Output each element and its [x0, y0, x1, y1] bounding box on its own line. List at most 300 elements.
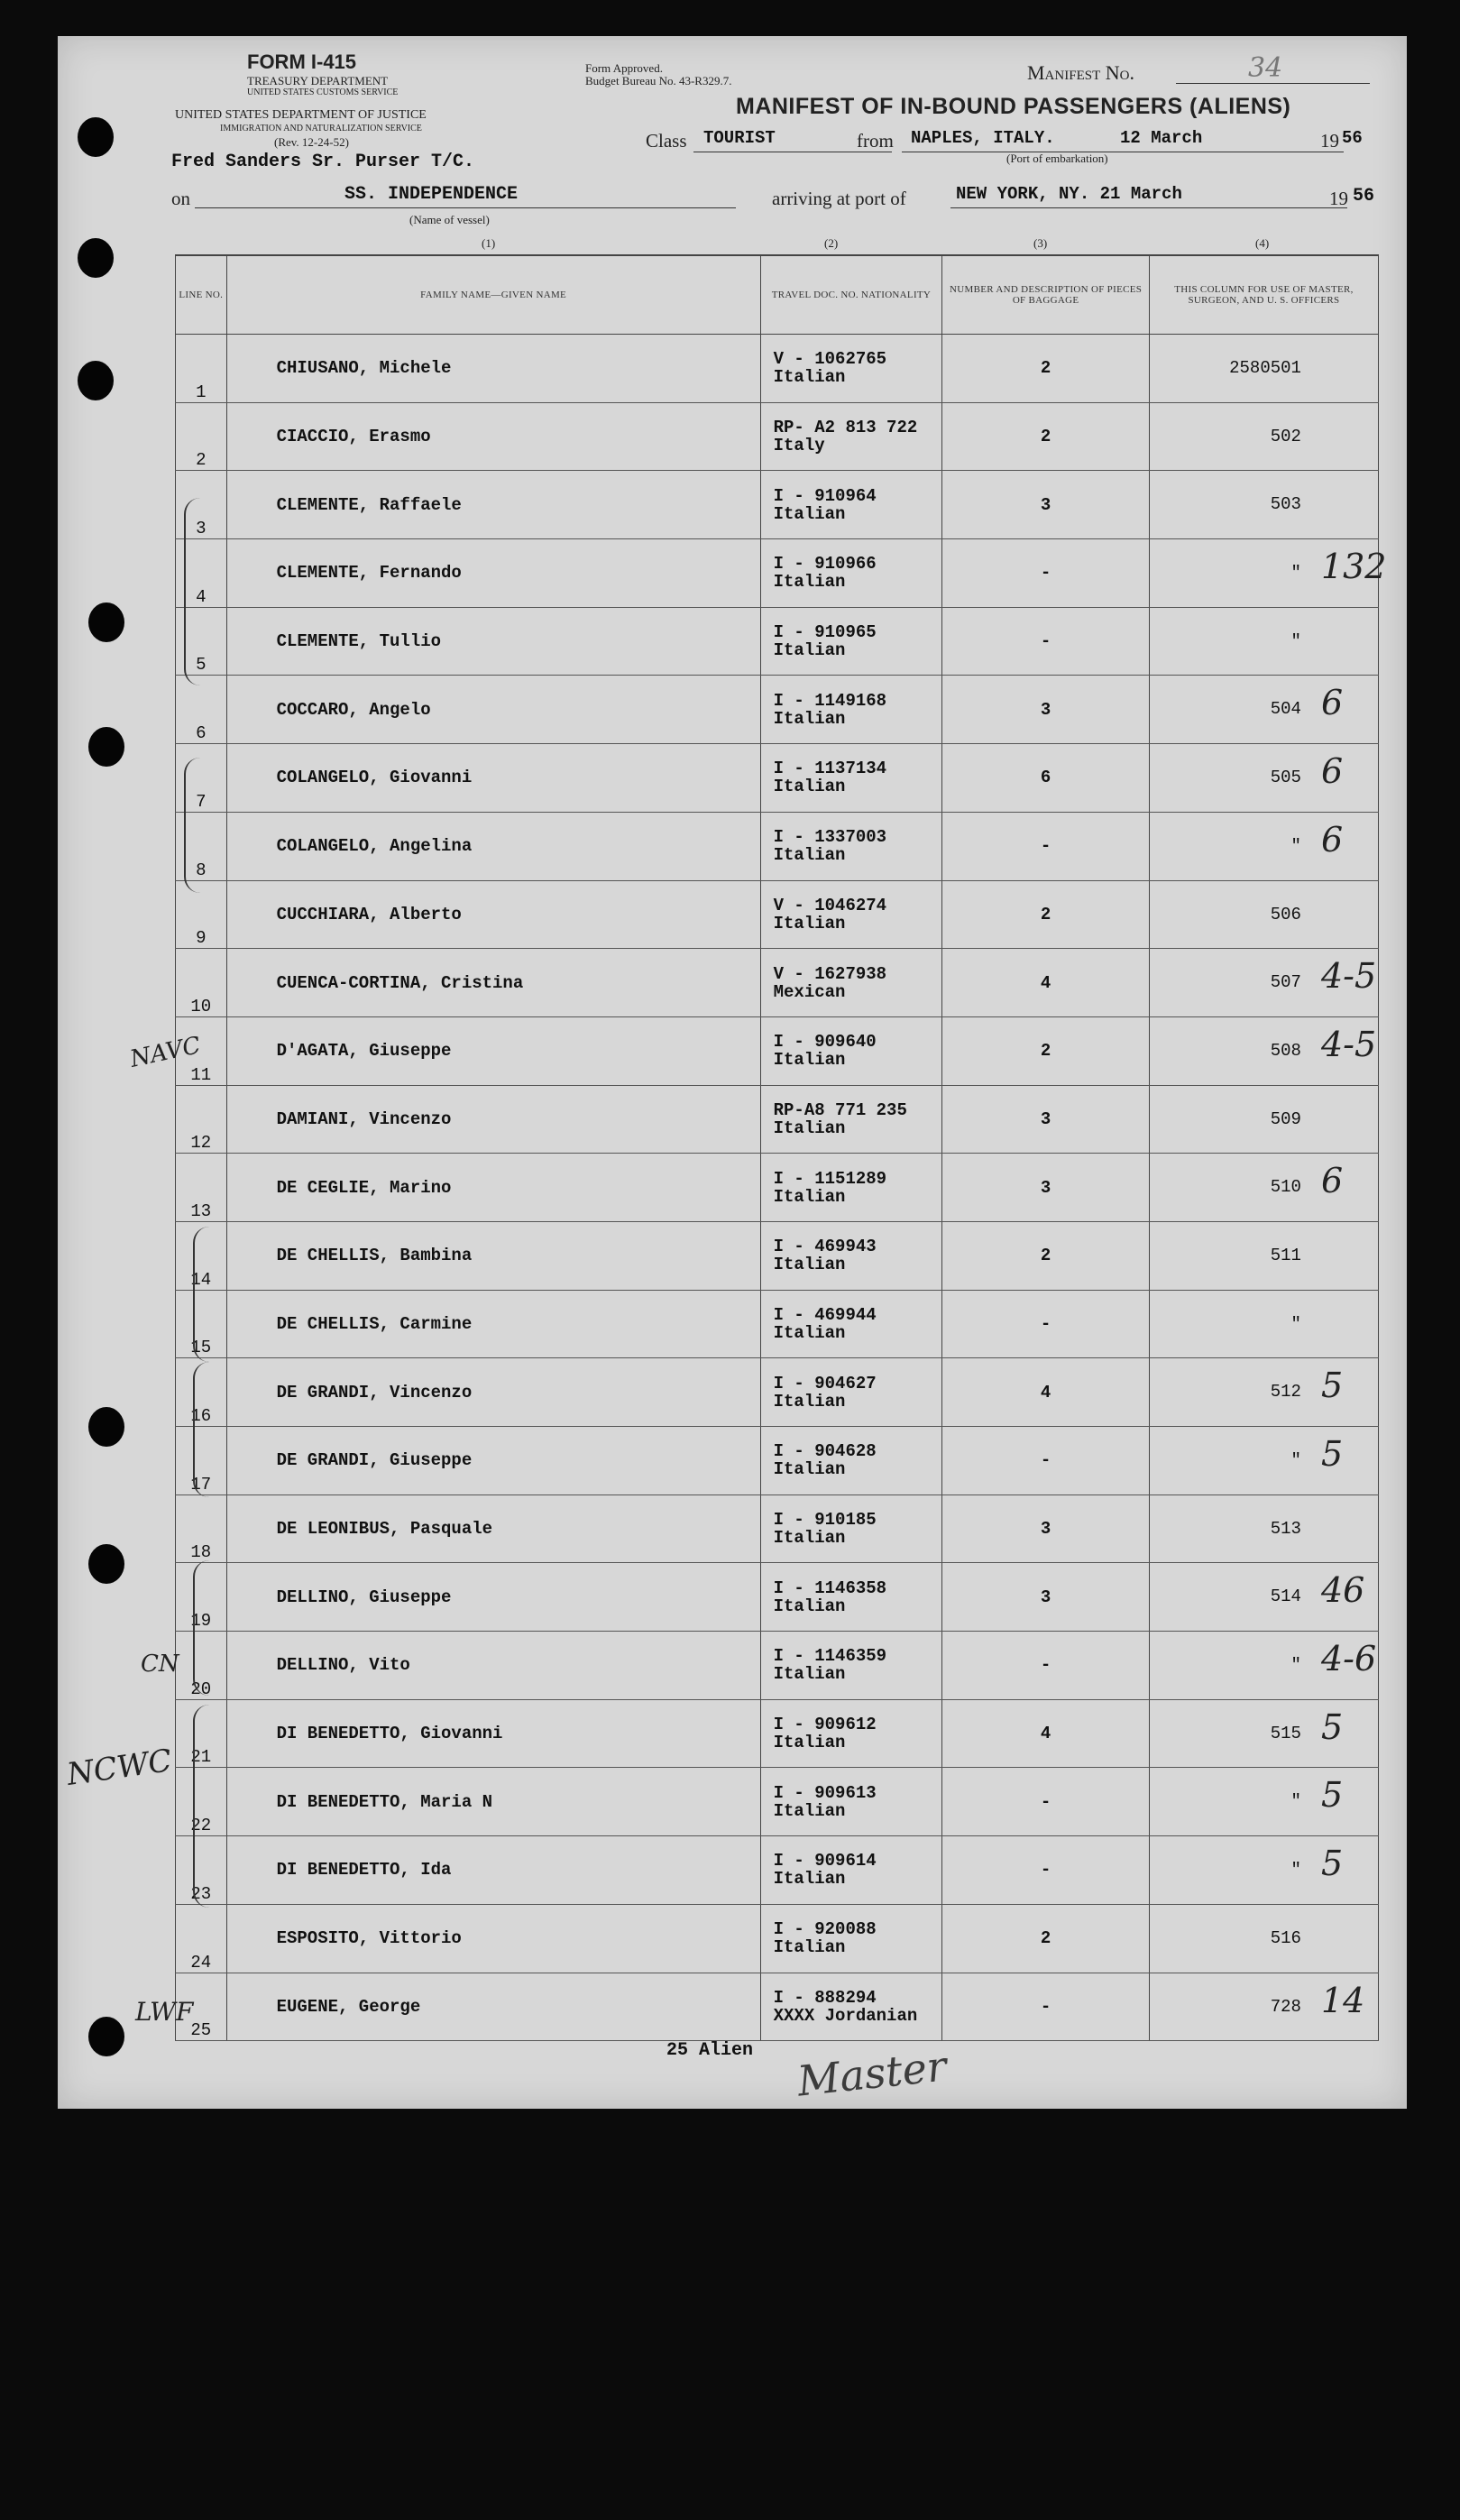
budget-bureau: Budget Bureau No. 43-R329.7.	[585, 74, 732, 87]
passenger-name: DE GRANDI, Vincenzo	[226, 1358, 760, 1427]
passenger-name: CIACCIO, Erasmo	[226, 402, 760, 471]
baggage-count: -	[942, 1836, 1150, 1905]
nationality: Italian	[773, 777, 846, 797]
passenger-name: COLANGELO, Angelina	[226, 812, 760, 880]
col-baggage-header: NUMBER AND DESCRIPTION OF PIECES OF BAGGAGE	[942, 255, 1150, 335]
passenger-name: DAMIANI, Vincenzo	[226, 1085, 760, 1154]
line-number: 8	[176, 812, 227, 880]
official-use-cell	[1149, 607, 1378, 676]
travel-doc-number: I - 888294	[773, 1987, 877, 2008]
baggage-count: 4	[942, 949, 1150, 1017]
baggage-count: -	[942, 812, 1150, 880]
baggage-count: 3	[942, 1563, 1150, 1632]
baggage-count: 4	[942, 1358, 1150, 1427]
official-use-cell	[1149, 744, 1378, 813]
travel-doc-number: I - 920088	[773, 1919, 877, 1940]
travel-doc-number: V - 1062765	[773, 349, 887, 370]
official-use-value: 512	[1270, 1382, 1301, 1403]
official-use-value: 505	[1270, 768, 1301, 788]
official-use-value: 503	[1270, 494, 1301, 515]
punch-hole-5	[88, 727, 124, 767]
nationality: Italian	[773, 913, 846, 934]
line-number: 13	[176, 1154, 227, 1222]
punch-hole-6	[88, 1407, 124, 1447]
table-row	[176, 744, 1379, 813]
official-use-cell	[1149, 880, 1378, 949]
travel-doc-cell	[760, 539, 942, 608]
travel-doc-cell	[760, 1221, 942, 1290]
bracket-dellino	[193, 1560, 209, 1696]
table-row	[176, 1427, 1379, 1495]
line-number: 14	[176, 1221, 227, 1290]
travel-doc-number: I - 1151289	[773, 1168, 887, 1189]
official-use-value: 514	[1270, 1586, 1301, 1607]
official-use-cell	[1149, 402, 1378, 471]
official-use-cell	[1149, 1973, 1378, 2041]
travel-doc-cell	[760, 1358, 942, 1427]
nationality: Italian	[773, 1528, 846, 1549]
table-row	[176, 1495, 1379, 1563]
table-row	[176, 1016, 1379, 1085]
handwritten-mark: 132	[1320, 547, 1387, 587]
passenger-name: CLEMENTE, Tullio	[226, 607, 760, 676]
punch-hole-3	[78, 361, 114, 400]
official-use-cell	[1149, 1427, 1378, 1495]
table-row	[176, 1904, 1379, 1973]
baggage-count: 2	[942, 335, 1150, 403]
handwritten-mark: 6	[1320, 683, 1344, 723]
line-number: 11	[176, 1016, 227, 1085]
revision-date: (Rev. 12-24-52)	[274, 135, 349, 149]
official-use-value: 2580501	[1229, 358, 1301, 378]
form-number: FORM I-415	[247, 51, 357, 73]
handwritten-mark: 4-5	[1320, 1024, 1377, 1064]
treasury-dept: TREASURY DEPARTMENT	[247, 74, 389, 87]
arrival-port: NEW YORK, NY. 21 March	[956, 184, 1182, 204]
line-number: 22	[176, 1768, 227, 1836]
line-number: 5	[176, 607, 227, 676]
alien-total: 25 Alien	[666, 2040, 754, 2061]
col-num-1: (1)	[482, 236, 496, 250]
travel-doc-number: I - 469944	[773, 1304, 877, 1325]
line-number: 2	[176, 402, 227, 471]
bracket-dibenedetto	[193, 1705, 209, 1908]
official-use-value: 507	[1270, 972, 1301, 993]
margin-note-line-21: NCWC	[64, 1743, 174, 1793]
table-row	[176, 1563, 1379, 1632]
table-row	[176, 1768, 1379, 1836]
passenger-table	[175, 254, 1387, 2041]
baggage-count: 3	[942, 1154, 1150, 1222]
table-row	[176, 607, 1379, 676]
baggage-count: 2	[942, 880, 1150, 949]
nationality: Italian	[773, 845, 846, 866]
table-row	[176, 676, 1379, 744]
nationality: Italian	[773, 1869, 846, 1890]
on-label: on	[171, 188, 190, 209]
baggage-count: -	[942, 1290, 1150, 1358]
travel-doc-number: I - 469943	[773, 1237, 877, 1257]
travel-doc-cell	[760, 1427, 942, 1495]
official-use-value: "	[1290, 835, 1301, 856]
master-signature: Master	[794, 2041, 950, 2106]
official-use-cell	[1149, 1016, 1378, 1085]
line-number: 21	[176, 1699, 227, 1768]
handwritten-mark: 6	[1320, 819, 1344, 860]
travel-doc-cell	[760, 1016, 942, 1085]
passenger-name: DELLINO, Giuseppe	[226, 1563, 760, 1632]
manifest-page	[58, 36, 1407, 2109]
baggage-count: 2	[942, 402, 1150, 471]
baggage-count: 2	[942, 1904, 1150, 1973]
travel-doc-cell	[760, 471, 942, 539]
travel-doc-number: I - 910965	[773, 622, 877, 643]
nationality: Italian	[773, 1050, 846, 1071]
table-row	[176, 949, 1379, 1017]
col-line-header: LINE NO.	[176, 255, 227, 335]
official-use-cell	[1149, 1632, 1378, 1700]
travel-doc-number: I - 909614	[773, 1851, 877, 1872]
baggage-count: 6	[942, 744, 1150, 813]
travel-doc-number: I - 910964	[773, 485, 877, 506]
table-row	[176, 1221, 1379, 1290]
table-row	[176, 335, 1379, 403]
official-use-value: 516	[1270, 1927, 1301, 1948]
nationality: Italian	[773, 1733, 846, 1753]
travel-doc-cell	[760, 676, 942, 744]
official-use-cell	[1149, 949, 1378, 1017]
handwritten-mark: 46	[1320, 1570, 1365, 1611]
nationality: Italian	[773, 1322, 846, 1343]
official-use-value: 502	[1270, 426, 1301, 446]
travel-doc-number: V - 1046274	[773, 895, 887, 915]
official-use-value: "	[1290, 563, 1301, 584]
travel-doc-cell	[760, 744, 942, 813]
travel-doc-cell	[760, 1563, 942, 1632]
passenger-name: DI BENEDETTO, Maria N	[226, 1768, 760, 1836]
line-number: 16	[176, 1358, 227, 1427]
passenger-name: CUCCHIARA, Alberto	[226, 880, 760, 949]
table-body	[176, 335, 1387, 2041]
bracket-colangelo	[184, 758, 200, 893]
handwritten-mark: 6	[1320, 1161, 1344, 1201]
year-prefix-2: 19	[1329, 188, 1348, 209]
baggage-count: 2	[942, 1221, 1150, 1290]
baggage-count: 3	[942, 471, 1150, 539]
passenger-name: ESPOSITO, Vittorio	[226, 1904, 760, 1973]
line-number: 24	[176, 1904, 227, 1973]
handwritten-mark: 5	[1320, 1706, 1344, 1747]
official-use-value: "	[1290, 1860, 1301, 1881]
year-prefix-1: 19	[1320, 130, 1339, 152]
nationality: Italian	[773, 1459, 846, 1480]
nationality: Italian	[773, 1596, 846, 1616]
official-use-cell	[1149, 1699, 1378, 1768]
table-header-row	[176, 255, 1379, 335]
official-use-value: 504	[1270, 699, 1301, 720]
line-number: 1	[176, 335, 227, 403]
handwritten-mark: 6	[1320, 751, 1344, 792]
bracket-dechellis	[193, 1227, 209, 1362]
official-use-value: 506	[1270, 904, 1301, 924]
port-embarkation-caption: (Port of embarkation)	[1006, 152, 1108, 165]
nationality: Italian	[773, 1800, 846, 1821]
bracket-clemente	[184, 498, 200, 685]
passenger-name: DE LEONIBUS, Pasquale	[226, 1495, 760, 1563]
travel-doc-cell	[760, 812, 942, 880]
passenger-name: CHIUSANO, Michele	[226, 335, 760, 403]
passenger-name: DI BENEDETTO, Giovanni	[226, 1699, 760, 1768]
nationality: Mexican	[773, 981, 846, 1002]
travel-doc-cell	[760, 949, 942, 1017]
official-use-cell	[1149, 1904, 1378, 1973]
bracket-degrandi	[193, 1362, 209, 1497]
travel-doc-cell	[760, 1154, 942, 1222]
from-label: from	[857, 130, 894, 152]
customs-service: UNITED STATES CUSTOMS SERVICE	[247, 87, 399, 97]
nationality: Italy	[773, 436, 825, 456]
travel-doc-number: I - 1146358	[773, 1577, 887, 1598]
nationality: XXXX Jordanian	[773, 2005, 918, 2026]
line-number: 23	[176, 1836, 227, 1905]
arriving-label: arriving at port of	[772, 188, 906, 209]
margin-note-line-19: CN	[141, 1651, 179, 1678]
handwritten-mark: 4-6	[1320, 1639, 1377, 1679]
official-use-cell	[1149, 1836, 1378, 1905]
table-row	[176, 539, 1379, 608]
handwritten-mark: 14	[1320, 1980, 1365, 2020]
official-use-value: "	[1290, 1655, 1301, 1676]
passenger-name: DE CHELLIS, Carmine	[226, 1290, 760, 1358]
official-use-value: 728	[1270, 1996, 1301, 2017]
nationality: Italian	[773, 367, 846, 388]
line-number: 15	[176, 1290, 227, 1358]
line-number: 19	[176, 1563, 227, 1632]
ins-service: IMMIGRATION AND NATURALIZATION SERVICE	[220, 124, 422, 133]
official-use-cell	[1149, 1768, 1378, 1836]
passenger-name: DELLINO, Vito	[226, 1632, 760, 1700]
official-use-cell	[1149, 1495, 1378, 1563]
baggage-count: 3	[942, 1085, 1150, 1154]
official-use-cell	[1149, 539, 1387, 608]
official-use-cell	[1149, 1221, 1378, 1290]
baggage-count: -	[942, 539, 1150, 608]
travel-doc-number: I - 1137134	[773, 759, 887, 779]
official-use-value: "	[1290, 1313, 1301, 1334]
travel-doc-number: I - 1146359	[773, 1646, 887, 1667]
margin-note-line-11: NAVC	[127, 1032, 204, 1073]
passenger-name: CLEMENTE, Fernando	[226, 539, 760, 608]
line-number: 3	[176, 471, 227, 539]
passenger-name: COCCARO, Angelo	[226, 676, 760, 744]
passenger-name: EUGENE, George	[226, 1973, 760, 2041]
table-row	[176, 1836, 1379, 1905]
handwritten-mark: 5	[1320, 1844, 1344, 1884]
passenger-name: CUENCA-CORTINA, Cristina	[226, 949, 760, 1017]
nationality: Italian	[773, 572, 846, 593]
vessel-name: SS. INDEPENDENCE	[344, 184, 519, 205]
table-row	[176, 812, 1379, 880]
class-value: TOURIST	[703, 128, 776, 148]
passenger-name: DE CEGLIE, Marino	[226, 1154, 760, 1222]
official-use-value: 508	[1270, 1040, 1301, 1061]
travel-doc-cell	[760, 1085, 942, 1154]
punch-hole-4	[88, 602, 124, 642]
table-row	[176, 471, 1379, 539]
handwritten-mark: 5	[1320, 1434, 1344, 1474]
line-number: 25	[176, 1973, 227, 2041]
col-doc-header: TRAVEL DOC. NO. NATIONALITY	[760, 255, 942, 335]
official-use-cell	[1149, 1358, 1378, 1427]
official-use-cell	[1149, 676, 1378, 744]
vessel-caption: (Name of vessel)	[409, 213, 490, 226]
official-use-value: 513	[1270, 1518, 1301, 1539]
embarkation-year: 56	[1342, 128, 1363, 148]
purser-name: Fred Sanders Sr. Purser T/C.	[171, 152, 475, 172]
official-use-value: 515	[1270, 1723, 1301, 1743]
passenger-name: COLANGELO, Giovanni	[226, 744, 760, 813]
travel-doc-cell	[760, 402, 942, 471]
form-approved: Form Approved.	[585, 61, 663, 75]
nationality: Italian	[773, 503, 846, 524]
manifest-number: 34	[1248, 52, 1283, 84]
table-row	[176, 880, 1379, 949]
baggage-count: 4	[942, 1699, 1150, 1768]
baggage-count: -	[942, 607, 1150, 676]
travel-doc-number: I - 904627	[773, 1373, 877, 1393]
punch-hole-8	[88, 2017, 124, 2056]
nationality: Italian	[773, 1117, 846, 1138]
handwritten-mark: 5	[1320, 1366, 1344, 1406]
punch-hole-7	[88, 1544, 124, 1584]
table-row	[176, 1085, 1379, 1154]
embarkation-date: 12 March	[1120, 128, 1203, 148]
col-name-header: FAMILY NAME—GIVEN NAME	[226, 255, 760, 335]
nationality: Italian	[773, 1255, 846, 1275]
col-num-3: (3)	[1033, 236, 1048, 250]
travel-doc-number: I - 1149168	[773, 690, 887, 711]
official-use-value: 510	[1270, 1177, 1301, 1198]
passenger-name: DE CHELLIS, Bambina	[226, 1221, 760, 1290]
passenger-name: CLEMENTE, Raffaele	[226, 471, 760, 539]
travel-doc-number: I - 904628	[773, 1441, 877, 1462]
baggage-count: 2	[942, 1016, 1150, 1085]
travel-doc-cell	[760, 1768, 942, 1836]
table-row	[176, 1290, 1379, 1358]
table-row	[176, 402, 1379, 471]
manifest-label: Manifest No.	[1027, 61, 1134, 84]
passenger-name: D'AGATA, Giuseppe	[226, 1016, 760, 1085]
nationality: Italian	[773, 1186, 846, 1207]
vessel-line	[195, 207, 736, 208]
col-num-4: (4)	[1255, 236, 1270, 250]
punch-hole-2	[78, 238, 114, 278]
table-row	[176, 1154, 1379, 1222]
baggage-count: -	[942, 1973, 1150, 2041]
arrival-year: 56	[1353, 186, 1375, 207]
official-use-value: 509	[1270, 1108, 1301, 1129]
official-use-cell	[1149, 471, 1378, 539]
line-number: 7	[176, 744, 227, 813]
travel-doc-cell	[760, 335, 942, 403]
travel-doc-cell	[760, 1699, 942, 1768]
travel-doc-cell	[760, 1973, 942, 2041]
official-use-value: "	[1290, 1791, 1301, 1812]
punch-hole-1	[78, 117, 114, 157]
travel-doc-cell	[760, 1290, 942, 1358]
official-use-cell	[1149, 812, 1378, 880]
col-use-header: THIS COLUMN FOR USE OF MASTER, SURGEON, AND U. S. OFFICERS	[1149, 255, 1378, 335]
handwritten-mark: 4-5	[1320, 956, 1377, 997]
class-label: Class	[646, 130, 687, 152]
travel-doc-cell	[760, 1904, 942, 1973]
line-number: 20	[176, 1632, 227, 1700]
travel-doc-cell	[760, 1495, 942, 1563]
baggage-count: -	[942, 1632, 1150, 1700]
table-row	[176, 1699, 1379, 1768]
baggage-count: -	[942, 1768, 1150, 1836]
table-row	[176, 1973, 1379, 2041]
travel-doc-number: V - 1627938	[773, 963, 887, 984]
travel-doc-number: I - 910185	[773, 1510, 877, 1531]
travel-doc-number: I - 909640	[773, 1032, 877, 1053]
line-number: 17	[176, 1427, 227, 1495]
travel-doc-cell	[760, 607, 942, 676]
line-number: 9	[176, 880, 227, 949]
line-number: 12	[176, 1085, 227, 1154]
nationality: Italian	[773, 1664, 846, 1685]
official-use-cell	[1149, 1290, 1378, 1358]
line-number: 18	[176, 1495, 227, 1563]
passenger-name: DI BENEDETTO, Ida	[226, 1836, 760, 1905]
margin-note-line-25: LWF	[135, 1997, 194, 2027]
table-row	[176, 1358, 1379, 1427]
col-num-2: (2)	[824, 236, 839, 250]
table-row	[176, 1632, 1379, 1700]
official-use-cell	[1149, 1154, 1378, 1222]
baggage-count: -	[942, 1427, 1150, 1495]
nationality: Italian	[773, 708, 846, 729]
nationality: Italian	[773, 1391, 846, 1412]
official-use-value: 511	[1270, 1245, 1301, 1265]
line-number: 10	[176, 949, 227, 1017]
baggage-count: 3	[942, 1495, 1150, 1563]
nationality: Italian	[773, 640, 846, 661]
line-number: 4	[176, 539, 227, 608]
travel-doc-cell	[760, 1632, 942, 1700]
travel-doc-number: I - 909612	[773, 1715, 877, 1735]
official-use-cell	[1149, 335, 1378, 403]
embarkation-port: NAPLES, ITALY.	[911, 128, 1055, 148]
travel-doc-cell	[760, 1836, 942, 1905]
justice-dept: UNITED STATES DEPARTMENT OF JUSTICE	[175, 108, 427, 122]
travel-doc-cell	[760, 880, 942, 949]
travel-doc-number: I - 910966	[773, 554, 877, 575]
official-use-cell	[1149, 1085, 1378, 1154]
official-use-cell	[1149, 1563, 1378, 1632]
nationality: Italian	[773, 1937, 846, 1958]
travel-doc-number: RP-A8 771 235	[773, 1099, 907, 1120]
travel-doc-number: RP- A2 813 722	[773, 418, 918, 438]
travel-doc-number: I - 1337003	[773, 827, 887, 848]
arrival-line	[950, 207, 1347, 208]
official-use-value: "	[1290, 1450, 1301, 1470]
manifest-title: MANIFEST OF IN-BOUND PASSENGERS (ALIENS)	[736, 94, 1291, 119]
passenger-name: DE GRANDI, Giuseppe	[226, 1427, 760, 1495]
line-number: 6	[176, 676, 227, 744]
travel-doc-number: I - 909613	[773, 1782, 877, 1803]
official-use-value: "	[1290, 630, 1301, 651]
